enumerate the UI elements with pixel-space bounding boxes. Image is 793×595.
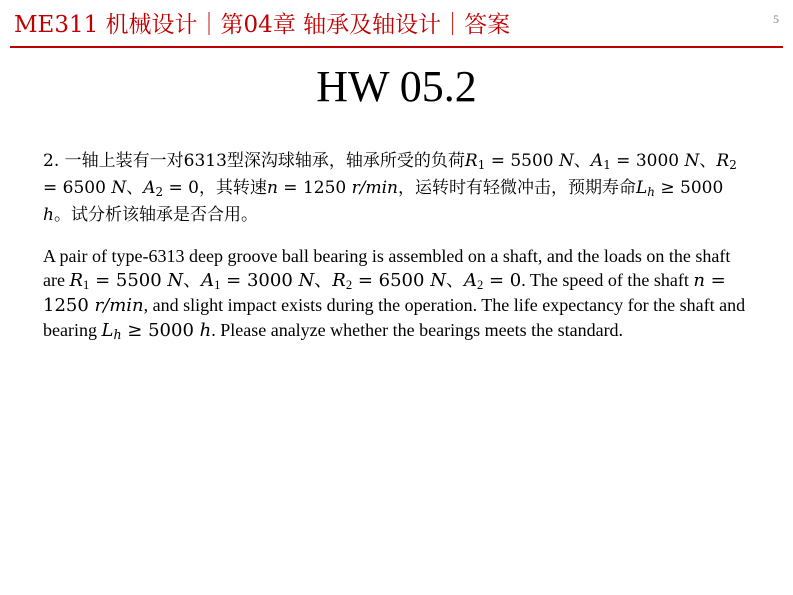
en-speed-unit: r/min — [94, 295, 144, 316]
zh-life-symbol: L — [636, 178, 648, 198]
en-life-value: ≥ 5000 — [121, 320, 200, 341]
en-r2-unit: N — [430, 270, 446, 291]
header-title: ME311 机械设计｜第04章 轴承及轴设计｜答案 — [14, 12, 511, 38]
en-a1-symbol: A — [201, 270, 215, 291]
zh-a1-value: = 3000 — [610, 151, 685, 171]
en-text-3: , and slight impact exists during the operation. The life expectancy for the shaft and bearing — [43, 295, 746, 340]
slide-header — [10, 9, 783, 39]
en-separator-2: 、 — [314, 270, 333, 290]
zh-a1-unit: N — [684, 151, 700, 171]
zh-speed-symbol: n — [266, 178, 278, 198]
zh-r2-unit: N — [111, 178, 127, 198]
en-r2-symbol: R — [332, 270, 346, 291]
header-divider — [10, 46, 783, 48]
en-a2-value: = 0 — [483, 270, 522, 291]
en-r1-value: = 5500 — [89, 270, 168, 291]
zh-r2-subscript: 2 — [729, 157, 737, 172]
zh-life-subscript: h — [647, 184, 655, 199]
en-text-1: A pair of type-6313 deep groove ball bearing is assembled on a shaft, and the loads on the shaft are — [43, 246, 731, 290]
en-life-subscript: h — [113, 327, 122, 343]
zh-a1-subscript: 1 — [603, 157, 611, 172]
problem-number: 2. — [43, 151, 60, 171]
zh-a2-value: = 0 — [163, 178, 199, 198]
en-r1-unit: N — [167, 270, 184, 291]
zh-text-1: 一轴上装有一对6313型深沟球轴承，轴承所受的负荷 — [64, 151, 465, 171]
zh-speed-unit: r/min — [351, 178, 398, 198]
zh-r2-symbol: R — [716, 151, 730, 171]
en-r2-subscript: 2 — [345, 278, 353, 293]
en-separator-3: 、 — [445, 270, 464, 290]
zh-separator-3: 、 — [126, 178, 144, 198]
slide-title: HW 05.2 — [316, 62, 477, 111]
en-a2-symbol: A — [463, 270, 477, 291]
en-life-symbol: L — [101, 320, 114, 341]
problem-text-chinese — [43, 148, 748, 229]
zh-r1-value: = 5500 — [485, 151, 560, 171]
en-separator-1: 、 — [183, 270, 202, 290]
en-r1-symbol: R — [69, 270, 84, 291]
zh-separator-1: 、 — [573, 151, 591, 171]
en-a1-value: = 3000 — [220, 270, 299, 291]
zh-text-4: 。试分析该轴承是否合用。 — [53, 205, 258, 225]
zh-text-2: ，其转速 — [198, 178, 267, 198]
zh-r1-symbol: R — [464, 151, 478, 171]
problem-text-english — [43, 244, 748, 343]
zh-r2-value: = 6500 — [43, 178, 112, 198]
en-text-4: . Please analyze whether the bearings meets the standard. — [211, 320, 624, 340]
zh-separator-2: 、 — [699, 151, 717, 171]
zh-a2-subscript: 2 — [155, 184, 164, 199]
zh-a1-symbol: A — [590, 151, 604, 171]
en-text-2: . The speed of the shaft — [521, 270, 694, 290]
zh-r1-unit: N — [559, 151, 574, 171]
page-number: 5 — [773, 12, 779, 26]
en-r2-value: = 6500 — [352, 270, 431, 291]
en-a1-unit: N — [298, 270, 315, 291]
zh-life-value: ≥ 5000 — [654, 178, 724, 198]
zh-text-3: ，运转时有轻微冲击，预期寿命 — [398, 178, 636, 198]
en-a1-subscript: 1 — [214, 278, 221, 293]
zh-a2-symbol: A — [143, 178, 156, 198]
zh-life-unit: h — [43, 205, 54, 225]
zh-r1-subscript: 1 — [477, 157, 486, 172]
en-a2-subscript: 2 — [476, 278, 484, 293]
en-speed-value: = 1250 — [43, 270, 726, 316]
en-r1-subscript: 1 — [83, 278, 90, 293]
zh-speed-value: = 1250 — [277, 178, 352, 198]
en-speed-symbol: n — [693, 270, 705, 291]
en-life-unit: h — [199, 320, 212, 341]
